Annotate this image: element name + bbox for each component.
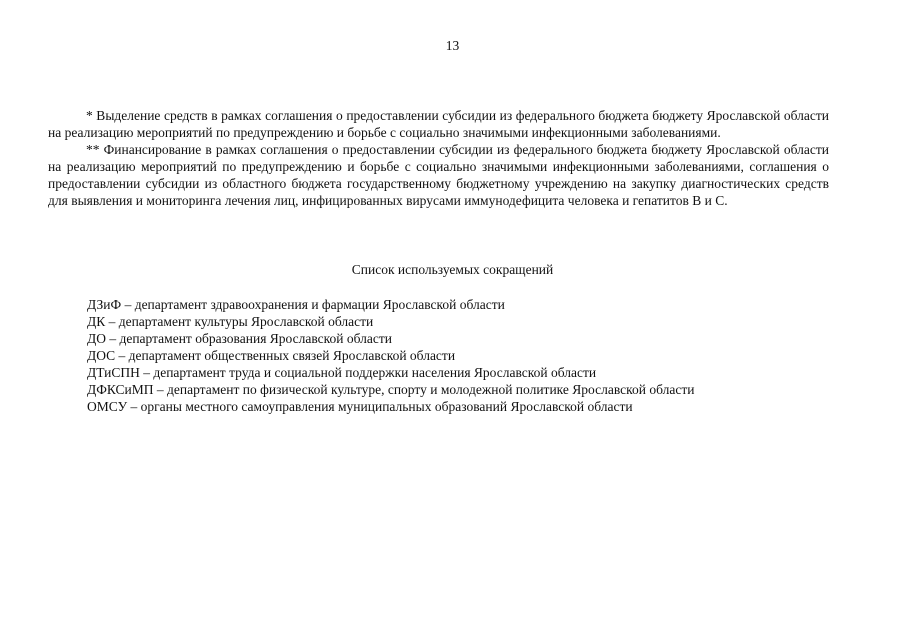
- abbreviations-list: [87, 296, 847, 415]
- abbreviation-item: ДК – департамент культуры Ярославской области: [87, 314, 374, 329]
- abbreviation-item: ДО – департамент образования Ярославской области: [87, 331, 392, 346]
- footnote-double-asterisk: ** Финансирование в рамках соглашения о предоставлении субсидии из федерального бюджета бюджету Ярославской области на реализацию мероприятий по предупреждению и борьбе с социально значимыми инфекционными заболеваниями, соглашения о предоставлении субсидии из областного бюджета государственному бюджетному учреждению на закупку диагностических средств для выявления и мониторинга лечения лиц, инфицированных вирусами иммунодефицита человека и гепатитов В и С.: [48, 142, 829, 208]
- page-number: 13: [445, 38, 460, 53]
- abbreviation-item: ДЗиФ – департамент здравоохранения и фармации Ярославской области: [87, 297, 505, 312]
- abbreviation-item: ДТиСПН – департамент труда и социальной поддержки населения Ярославской области: [87, 365, 597, 380]
- abbreviation-item: ДОС – департамент общественных связей Ярославской области: [87, 348, 456, 363]
- abbreviation-item: ОМСУ – органы местного самоуправления муниципальных образований Ярославской области: [87, 399, 633, 414]
- abbreviations-title: Список используемых сокращений: [351, 262, 554, 277]
- footnotes: [48, 107, 829, 209]
- abbreviation-item: ДФКСиМП – департамент по физической культуре, спорту и молодежной политике Ярославской области: [87, 382, 695, 397]
- footnote-single-asterisk: * Выделение средств в рамках соглашения о предоставлении субсидии из федерального бюджета бюджету Ярославской области на реализацию мероприятий по предупреждению и борьбе с социально значимыми инфекционными заболеваниями.: [48, 108, 829, 140]
